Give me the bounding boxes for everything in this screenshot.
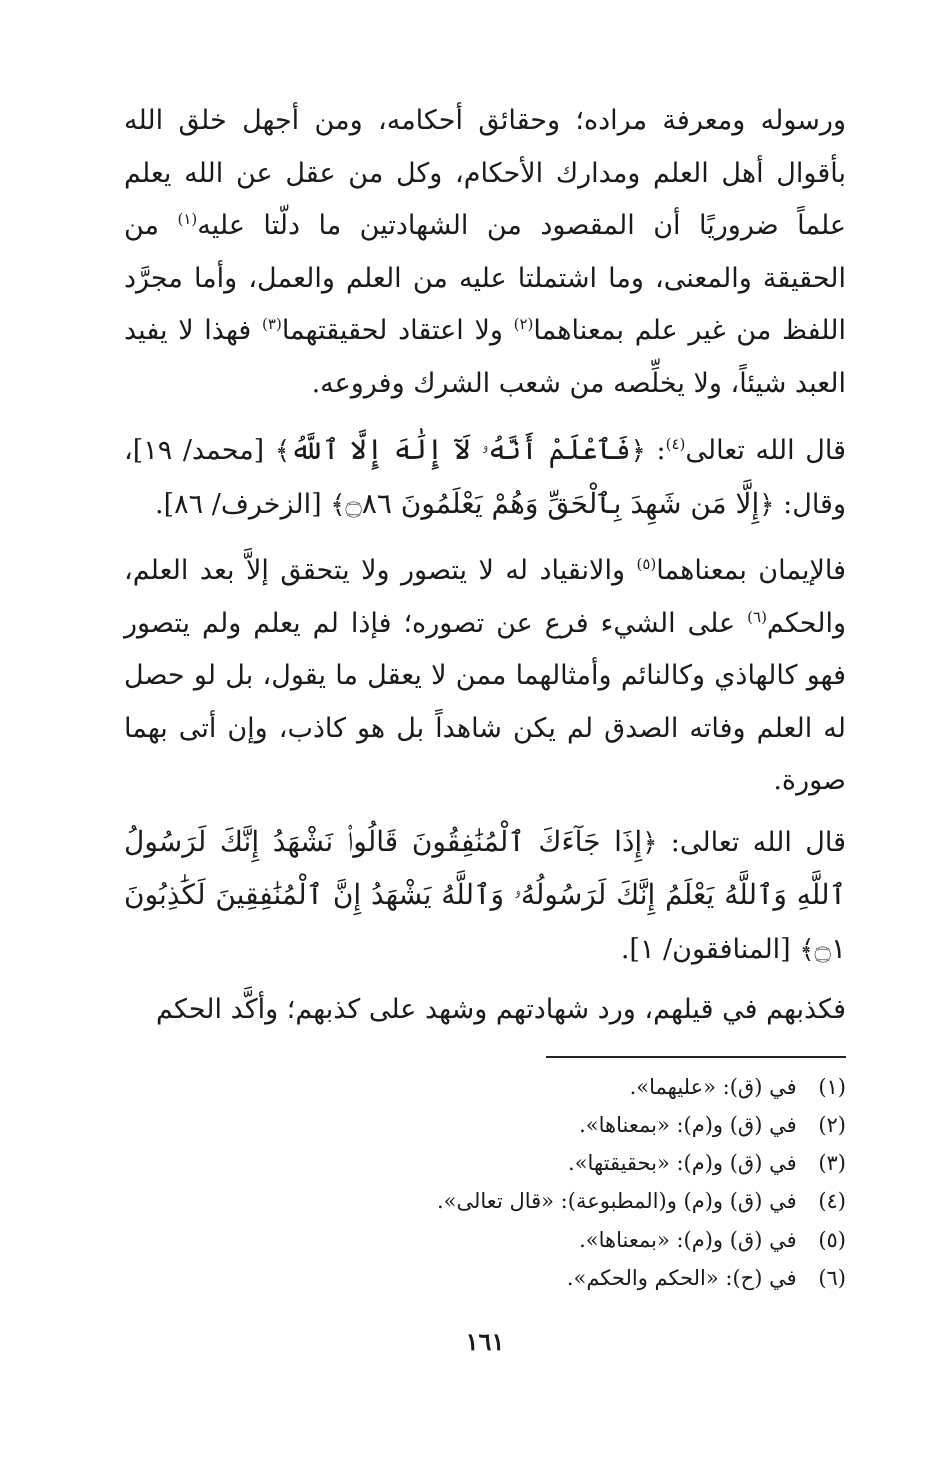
quran-bracket: ﴾	[330, 489, 346, 520]
footnote-ref: (٣)	[262, 315, 282, 333]
footnote	[124, 1068, 846, 1106]
footnote-text: في (ق): «عليهما».	[629, 1074, 797, 1099]
quran-verse: إِلَّا مَن شَهِدَ بِٱلْحَقِّ وَهُمْ يَعْلَمُونَ ۝٨٦	[345, 486, 760, 520]
footnote-text: في (ق) و(م) و(المطبوعة): «قال تعالى».	[436, 1189, 797, 1214]
text-run: [محمد/ ١٩]، وقال:	[124, 435, 846, 520]
text-run: ورسوله ومعرفة مراده؛ وحقائق أحكامه، ومن أجهل خلق الله بأقوال أهل العلم ومدارك الأحكام، وكل من عقل عن الله يعلم علماً ضروريًا أن المقصود من الشهادتين ما دلّتا عليه	[124, 105, 847, 241]
text-run: :	[645, 435, 666, 466]
text-run: والانقياد له لا يتصور ولا يتحقق إلاَّ بعد العلم، والحكم	[124, 555, 846, 639]
paragraph-1	[124, 95, 846, 410]
footnote	[124, 1259, 846, 1297]
quran-bracket: ﴿	[759, 489, 775, 520]
text-run: قال الله تعالى:	[657, 826, 847, 858]
text-run: فكذبهم في قيلهم، ورد شهادتهم وشهد على كذبهم؛ وأكَّد الحكم	[155, 994, 846, 1025]
paragraph-5	[124, 984, 846, 1037]
text-run: ولا اعتقاد لحقيقتهما	[281, 315, 514, 346]
text-run: فالإيمان بمعناهما	[656, 555, 847, 586]
quran-bracket: ﴾	[799, 934, 815, 965]
footnote-text: في (ق) و(م): «بمعناها».	[579, 1227, 797, 1252]
footnote	[124, 1106, 846, 1144]
text-run: [الزخرف/ ٨٦].	[155, 488, 331, 520]
quran-verse: فَٱعْلَمْ أَنَّهُۥ لَآ إِلَٰهَ إِلَّا ٱللَّهُ	[290, 433, 631, 466]
text-run: من الحقيقة والمعنى، وما اشتملتا عليه من العلم والعمل، وأما مجرَّد اللفظ من غير علم بمعناهما	[124, 210, 846, 346]
paragraph-4	[124, 816, 846, 977]
footnote-text: في (ح): «الحكم والحكم».	[566, 1265, 797, 1290]
quran-bracket: ﴾	[274, 436, 291, 466]
footnote-number: (٣)	[818, 1151, 846, 1176]
footnote-number: (١)	[818, 1074, 846, 1099]
footnote	[124, 1221, 846, 1259]
footnote-ref: (٢)	[513, 315, 534, 333]
paragraph-3	[124, 545, 846, 808]
quran-bracket: ﴿	[642, 827, 658, 858]
footnote-ref: (٤)	[665, 435, 686, 453]
book-page	[124, 95, 846, 1356]
quran-verse: إِذَا جَآءَكَ ٱلْمُنَٰفِقُونَ قَالُوا۟ نَشْهَدُ إِنَّكَ لَرَسُولُ ٱللَّهِ وَٱللَّهُ يَعْلَمُ إِنَّكَ لَرَسُولُهُۥ وَٱللَّهُ يَشْهَدُ إِنَّ ٱلْمُنَٰفِقِينَ لَكَٰذِبُونَ ۝١	[124, 824, 846, 965]
footnote-ref: (٦)	[747, 607, 767, 626]
text-run: على الشيء فرع عن تصوره؛ فإذا لم يعلم ولم يتصور فهو كالهاذي وكالنائم وأمثالهما ممن لا يعقل ما يقول، بل لو حصل له العلم وفاته الصدق لم يكن شاهداً بل هو كاذب، وإن أتى بهما صورة.	[124, 607, 846, 796]
footnote-number: (٦)	[818, 1265, 846, 1290]
page-number: ١٦١	[465, 1327, 505, 1357]
footnote-separator	[546, 1056, 846, 1058]
footnote	[124, 1144, 846, 1182]
footnote-ref: (١)	[177, 210, 198, 228]
text-run: [المنافقون/ ١].	[620, 933, 800, 965]
footnotes-list	[124, 1068, 846, 1298]
text-run: فهذا لا يفيد العبد شيئاً، ولا يخلِّصه من شعب الشرك وفروعه.	[124, 315, 846, 399]
paragraph-2	[124, 424, 846, 531]
footnote-number: (٤)	[818, 1189, 846, 1214]
footnote-text: في (ق) و(م): «بمعناها».	[579, 1112, 797, 1137]
text-run: قال الله تعالى	[685, 435, 846, 466]
quran-bracket: ﴿	[630, 436, 646, 466]
footnote-number: (٢)	[818, 1112, 846, 1137]
footnote	[124, 1182, 846, 1220]
footnote-ref: (٥)	[636, 555, 657, 573]
footnote-number: (٥)	[818, 1227, 846, 1252]
footnote-text: في (ق) و(م): «بحقيقتها».	[568, 1151, 797, 1176]
body-text	[124, 95, 846, 1037]
